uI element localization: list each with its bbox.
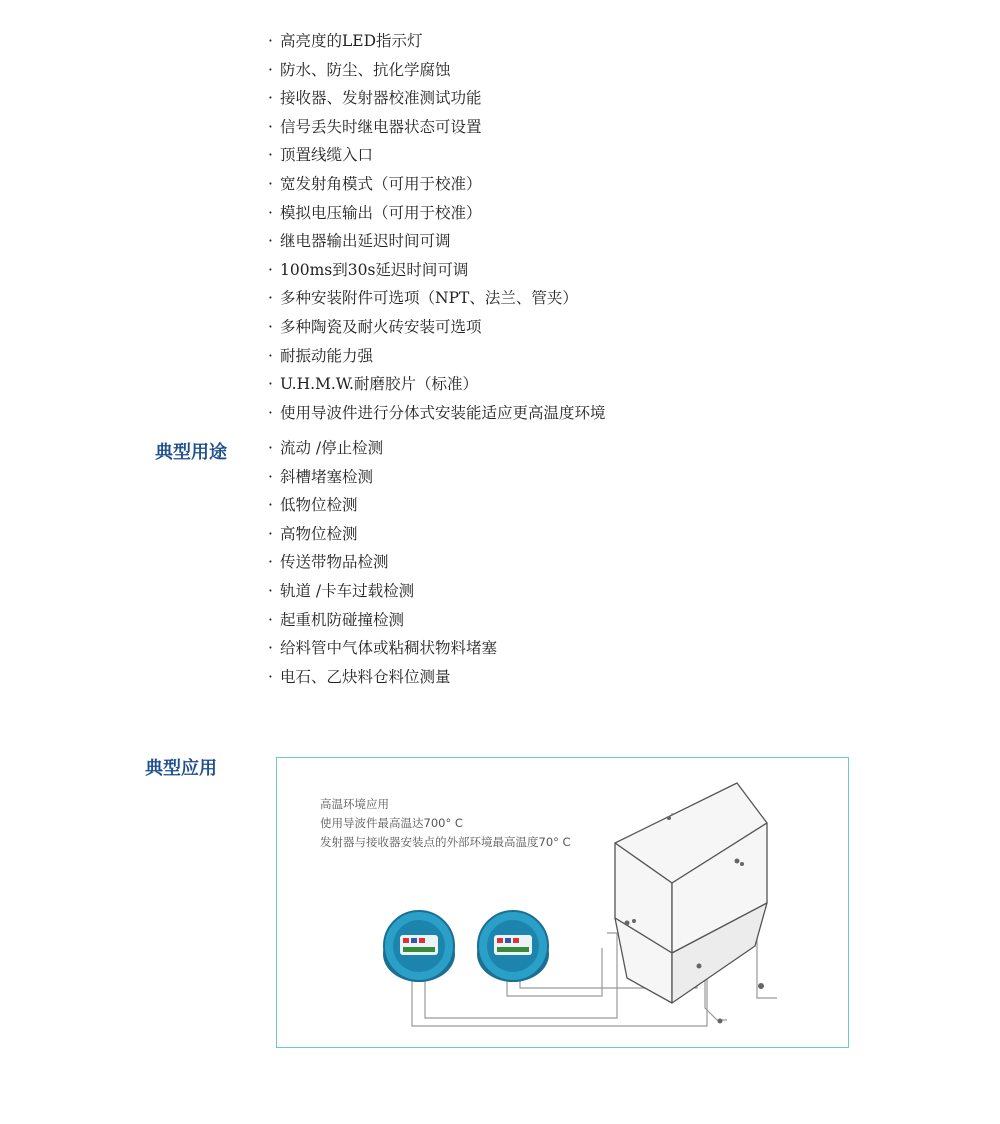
- diagram-line-mount-temperature: 发射器与接收器安装点的外部环境最高温度70° C: [320, 835, 571, 849]
- feature-item: [268, 399, 606, 428]
- feature-item: [268, 313, 606, 342]
- bullet-dot-icon: ·: [268, 289, 273, 308]
- use-item-text: 轨道 /卡车过载检测: [280, 581, 415, 600]
- bullet-dot-icon: ·: [268, 524, 273, 543]
- use-item: [268, 634, 497, 663]
- bullet-dot-icon: ·: [268, 467, 273, 486]
- diagram-line-temperature: 使用导波件最高温达700° C: [320, 816, 463, 830]
- use-item-text: 流动 /停止检测: [280, 439, 384, 457]
- bullet-dot-icon: ·: [268, 403, 273, 422]
- use-item-text: 电石、乙炔料仓料位测量: [280, 667, 451, 686]
- feature-item-text: 高亮度的LED指示灯: [280, 32, 423, 50]
- feature-item-text: 模拟电压输出（可用于校准）: [280, 203, 482, 222]
- use-item-text: 传送带物品检测: [280, 553, 389, 572]
- use-item-text: 高物位检测: [280, 524, 358, 543]
- bullet-dot-icon: ·: [268, 496, 273, 515]
- uses-list: [268, 434, 497, 691]
- feature-item-text: 接收器、发射器校准测试功能: [280, 89, 482, 108]
- receiver-device-icon: [383, 911, 455, 982]
- bullet-dot-icon: ·: [268, 439, 273, 457]
- use-item-text: 低物位检测: [280, 496, 358, 515]
- bullet-dot-icon: ·: [268, 610, 273, 629]
- bullet-dot-icon: ·: [268, 89, 273, 108]
- use-item: [268, 463, 497, 492]
- use-item: [268, 434, 497, 463]
- silo-icon: [615, 783, 767, 1003]
- bullet-dot-icon: ·: [268, 639, 273, 658]
- bullet-dot-icon: ·: [268, 667, 273, 686]
- feature-item-text: 多种安装附件可选项（NPT、法兰、管夹）: [280, 289, 578, 308]
- feature-item: [268, 141, 606, 170]
- feature-item: [268, 284, 606, 313]
- bullet-dot-icon: ·: [268, 260, 273, 279]
- use-item-text: 斜槽堵塞检测: [280, 467, 374, 486]
- bullet-dot-icon: ·: [268, 346, 273, 365]
- feature-item-text: 防水、防尘、抗化学腐蚀: [280, 60, 451, 79]
- feature-item-text: 宽发射角模式（可用于校准）: [280, 174, 482, 193]
- feature-item-text: 顶置线缆入口: [280, 146, 374, 165]
- feature-item: [268, 227, 606, 256]
- feature-item-text: 耐振动能力强: [280, 346, 374, 365]
- feature-item: [268, 170, 606, 199]
- bullet-dot-icon: ·: [268, 60, 273, 79]
- feature-item: [268, 199, 606, 228]
- section-title-typical-uses: 典型用途: [155, 442, 227, 463]
- bullet-dot-icon: ·: [268, 232, 273, 251]
- use-item: [268, 606, 497, 635]
- bullet-dot-icon: ·: [268, 317, 273, 336]
- feature-item-text: 使用导波件进行分体式安装能适应更高温度环境: [280, 403, 606, 422]
- use-item: [268, 548, 497, 577]
- feature-list: [268, 27, 606, 427]
- feature-item-text: 100ms到30s延迟时间可调: [280, 260, 469, 279]
- use-item-text: 起重机防碰撞检测: [280, 610, 405, 629]
- bullet-dot-icon: ·: [268, 375, 273, 394]
- feature-item-text: 信号丢失时继电器状态可设置: [280, 117, 482, 136]
- bullet-dot-icon: ·: [268, 146, 273, 165]
- feature-item: [268, 113, 606, 142]
- use-item: [268, 491, 497, 520]
- use-item: [268, 577, 497, 606]
- use-item: [268, 663, 497, 692]
- bullet-dot-icon: ·: [268, 174, 273, 193]
- feature-item: [268, 56, 606, 85]
- feature-item: [268, 27, 606, 56]
- diagram-illustration: [277, 758, 850, 1049]
- bullet-dot-icon: ·: [268, 581, 273, 600]
- application-diagram: [276, 757, 849, 1048]
- feature-item: [268, 256, 606, 285]
- feature-item-text: 多种陶瓷及耐火砖安装可选项: [280, 317, 482, 336]
- section-title-typical-applications: 典型应用: [145, 758, 217, 779]
- feature-item-text: 继电器输出延迟时间可调: [280, 232, 451, 251]
- feature-item: [268, 342, 606, 371]
- bullet-dot-icon: ·: [268, 32, 273, 50]
- transmitter-device-icon: [477, 911, 549, 982]
- feature-item: [268, 370, 606, 399]
- feature-item-text: U.H.M.W.耐磨胶片（标准）: [280, 375, 478, 394]
- use-item-text: 给料管中气体或粘稠状物料堵塞: [280, 639, 498, 658]
- bullet-dot-icon: ·: [268, 117, 273, 136]
- use-item: [268, 520, 497, 549]
- diagram-heading: 高温环境应用: [320, 797, 389, 811]
- bullet-dot-icon: ·: [268, 203, 273, 222]
- feature-item: [268, 84, 606, 113]
- bullet-dot-icon: ·: [268, 553, 273, 572]
